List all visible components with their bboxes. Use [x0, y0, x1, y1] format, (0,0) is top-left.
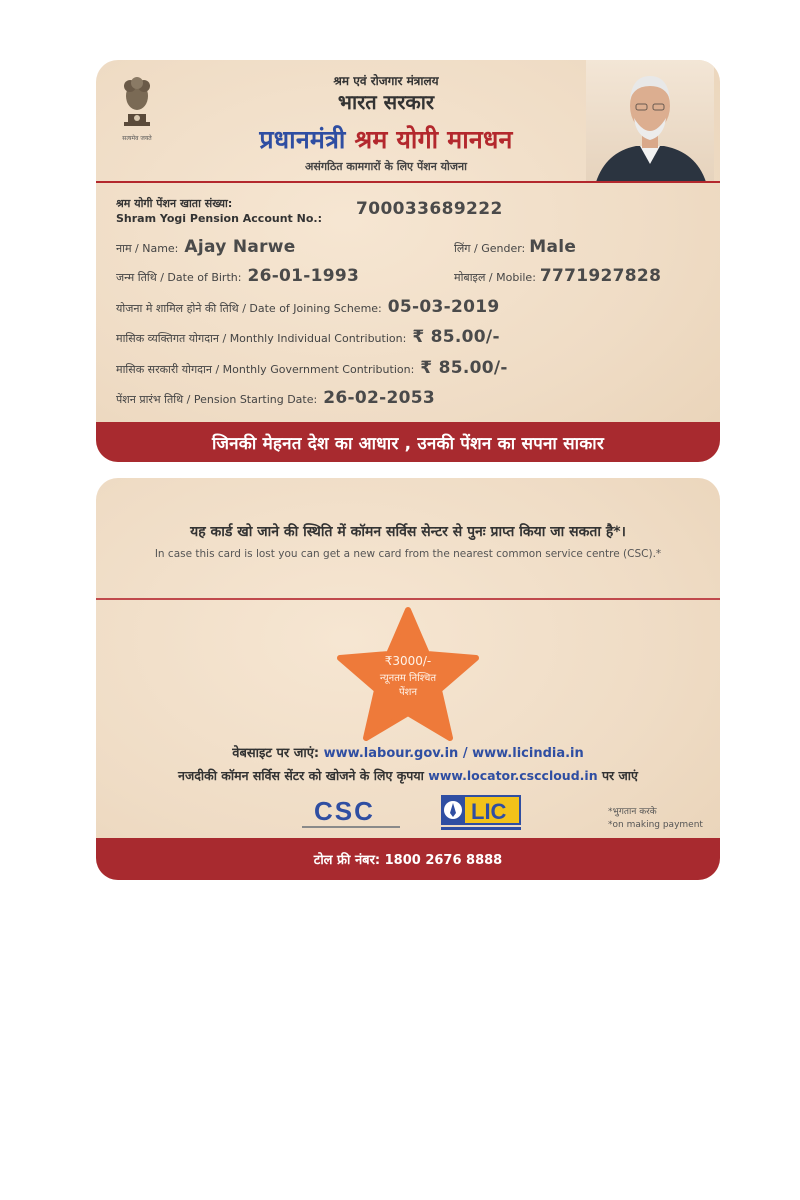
gender-row	[454, 237, 576, 257]
payment-note-english: *on making payment	[608, 820, 703, 830]
dob-label: जन्म तिथि / Date of Birth:	[116, 271, 242, 284]
gender-label: लिंग / Gender:	[454, 242, 526, 255]
back-divider	[96, 598, 720, 600]
dob-row	[116, 266, 359, 286]
national-emblem-icon	[118, 74, 156, 134]
website-prefix: वेबसाइट पर जाएं:	[232, 746, 320, 761]
csc-logo	[296, 794, 406, 834]
pension-card-front	[96, 60, 720, 462]
joining-row	[116, 297, 500, 317]
mobile-value: 7771927828	[539, 266, 662, 286]
lic-logo	[441, 793, 521, 833]
header-divider	[96, 181, 720, 183]
payment-note	[608, 806, 703, 832]
pension-start-label: पेंशन प्रारंभ तिथि / Pension Starting Date:	[116, 393, 318, 406]
dob-value: 26-01-1993	[247, 266, 360, 286]
lost-card-notice-hindi: यह कार्ड खो जाने की स्थिति में कॉमन सर्विस सेन्टर से पुनः प्राप्त किया जा सकता है*।	[190, 524, 626, 540]
joining-value: 05-03-2019	[387, 297, 500, 317]
locator-suffix: पर जाएं	[601, 768, 638, 783]
government-name: भारत सरकार	[337, 90, 435, 114]
government-contribution-label: मासिक सरकारी योगदान / Monthly Government Contribution:	[116, 363, 415, 376]
pension-card-back	[96, 478, 720, 880]
individual-contribution-row	[116, 327, 500, 347]
slogan-band: जिनकी मेहनत देश का आधार , उनकी पेंशन का सपना साकार	[96, 422, 720, 462]
pension-start-value: 26-02-2053	[323, 388, 435, 408]
pension-start-row	[116, 388, 435, 408]
joining-label: योजना मे शामिल होने की तिथि / Date of Joining Scheme:	[116, 302, 382, 315]
account-number-label	[116, 196, 322, 226]
individual-contribution-value: ₹ 85.00/-	[412, 327, 500, 347]
name-value: Ajay Narwe	[184, 237, 296, 257]
account-label-hindi: श्रम योगी पेंशन खाता संख्या:	[116, 197, 233, 210]
scheme-subtitle: असंगठित कामगारों के लिए पेंशन योजना	[305, 160, 467, 173]
minimum-pension-label-line2: पेंशन	[398, 687, 418, 698]
scheme-title-part1: प्रधानमंत्री	[259, 125, 346, 154]
government-contribution-row	[116, 358, 508, 378]
minimum-pension-amount: ₹3000/-	[384, 654, 432, 668]
emblem-caption: सत्यमेव जयते	[122, 135, 152, 142]
svg-text:LIC: LIC	[471, 799, 507, 824]
portrait-photo	[586, 60, 714, 182]
name-label: नाम / Name:	[116, 242, 179, 255]
locator-prefix: नजदीकी कॉमन सर्विस सेंटर को खोजने के लिए कृपया	[178, 768, 424, 783]
gender-value: Male	[529, 237, 577, 257]
account-number: 700033689222	[356, 199, 503, 219]
government-contribution-value: ₹ 85.00/-	[420, 358, 508, 378]
account-label-english: Shram Yogi Pension Account No.:	[116, 212, 322, 225]
payment-note-hindi: *भुगतान करके	[608, 807, 657, 817]
website-links[interactable]: www.labour.gov.in / www.licindia.in	[323, 746, 584, 761]
locator-link[interactable]: www.locator.csccloud.in	[428, 768, 598, 783]
minimum-pension-label	[336, 672, 480, 700]
scheme-title	[196, 122, 576, 156]
svg-text:CSC: CSC	[314, 796, 375, 826]
toll-free-band: टोल फ्री नंबर: 1800 2676 8888	[96, 838, 720, 880]
website-line	[96, 743, 720, 761]
ministry-name: श्रम एवं रोजगार मंत्रालय	[333, 74, 439, 88]
minimum-pension-label-line1: न्यूनतम निश्चित	[379, 673, 437, 684]
individual-contribution-label: मासिक व्यक्तिगत योगदान / Monthly Individual Contribution:	[116, 332, 407, 345]
name-row	[116, 237, 296, 257]
lost-card-notice-english: In case this card is lost you can get a new card from the nearest common service centre (CSC).*	[154, 548, 662, 560]
scheme-title-part2: श्रम योगी मानधन	[354, 125, 513, 154]
mobile-label: मोबाइल / Mobile:	[454, 271, 536, 284]
mobile-row	[454, 266, 661, 286]
locator-line	[96, 767, 720, 784]
